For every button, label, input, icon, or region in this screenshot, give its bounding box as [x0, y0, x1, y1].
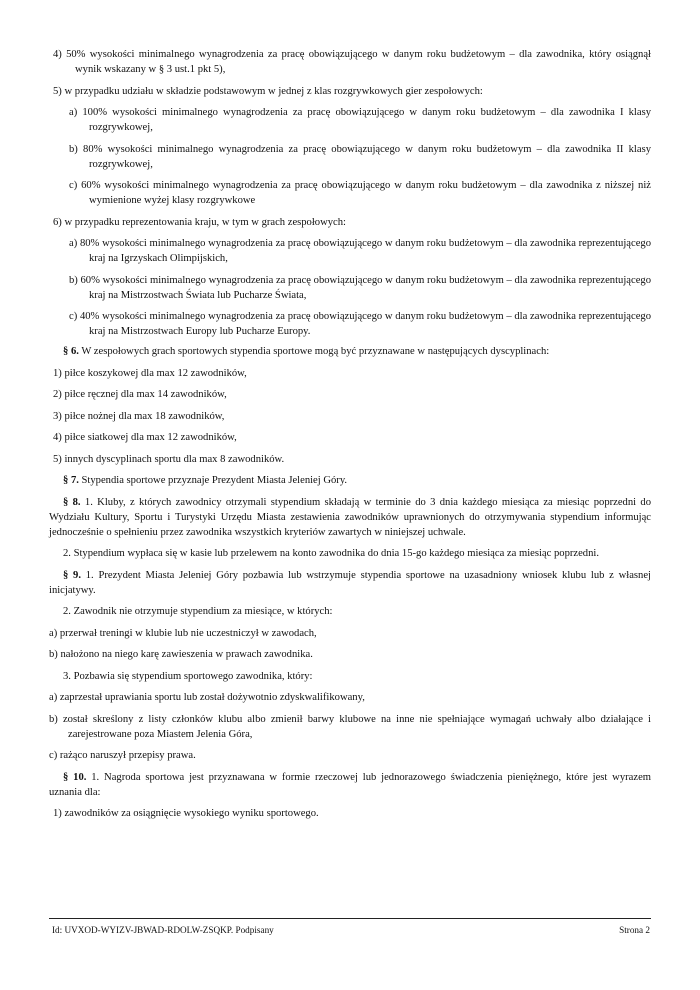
section-9: [49, 568, 651, 598]
section-text: 1. Kluby, z których zawodnicy otrzymali stypendium składają w terminie do 3 dnia każdego miesiąca za miesiąc poprzedni do Wydziału Kultury, Sportu i Turystyki Urzędu Miasta zestawienia zawodników uprawnionych do otrzymywania stypendium informując jednocześnie o spełnieniu przez zawodnika wszystkich kryteriów zawartych w niniejszej uchwale.: [49, 496, 652, 538]
section-10: [49, 770, 651, 800]
list-item: 5) w przypadku udziału w składzie podstawowym w jednej z klas rozgrywkowych gier zespołowych:: [53, 85, 483, 97]
paragraph: 3. Pozbawia się stypendium sportowego zawodnika, który:: [63, 670, 313, 682]
list-item: 1) piłce koszykowej dla max 12 zawodników,: [53, 367, 247, 379]
list-item: b) został skreślony z listy członków klubu albo zmienił barwy klubowe na inne nie spełniające wymagań uchwały albo działające i zarejestrowane poza Miastem Jelenia Góra,: [49, 713, 651, 740]
list-item: 1) zawodników za osiągnięcie wysokiego wyniku sportowego.: [53, 808, 319, 819]
list-item: 3) piłce nożnej dla max 18 zawodników,: [53, 410, 225, 422]
list-item: c) 60% wysokości minimalnego wynagrodzenia za pracę obowiązującego w danym roku budżetowym – dla zawodnika z niższej niż wymienione wyżej klasy rozgrywkowe: [69, 180, 651, 206]
section-mark: § 9.: [63, 569, 81, 581]
list-item: 4) 50% wysokości minimalnego wynagrodzenia za pracę obowiązującego w danym roku budżetowym – dla zawodnika, który osiągnął wynik wskazany w § 3 ust.1 pkt 5),: [53, 49, 651, 75]
paragraph: 2. Stypendium wypłaca się w kasie lub przelewem na konto zawodnika do dnia 15-go każdego miesiąca za miesiąc poprzedni.: [63, 548, 599, 559]
section-8: [49, 495, 651, 540]
list-item: 2) piłce ręcznej dla max 14 zawodników,: [53, 389, 227, 400]
section-mark: § 10.: [63, 771, 87, 783]
section-6: [49, 344, 651, 359]
list-item: b) 60% wysokości minimalnego wynagrodzenia za pracę obowiązującego w danym roku budżetowym – dla zawodnika reprezentującego kraj na Mistrzostwach Świata lub Pucharze Świata,: [69, 274, 651, 301]
list-item: c) rażąco naruszył przepisy prawa.: [49, 750, 196, 761]
section-text: Stypendia sportowe przyznaje Prezydent Miasta Jeleniej Góry.: [78, 475, 348, 486]
section-7: [49, 473, 651, 488]
list-item: c) 40% wysokości minimalnego wynagrodzenia za pracę obowiązującego w danym roku budżetowym – dla zawodnika reprezentującego kraj na Mistrzostwach Europy lub Pucharze Europy.: [69, 311, 651, 337]
section-mark: § 8.: [63, 496, 81, 508]
list-item: a) 80% wysokości minimalnego wynagrodzenia za pracę obowiązującego w danym roku budżetowym – dla zawodnika reprezentującego kraj na Igrzyskach Olimpijskich,: [69, 238, 651, 264]
list-item: a) przerwał treningi w klubie lub nie uczestniczył w zawodach,: [49, 627, 317, 639]
list-item: a) 100% wysokości minimalnego wynagrodzenia za pracę obowiązującego w danym roku budżetowym – dla zawodnika I klasy rozgrywkowej,: [69, 107, 651, 133]
list-item: b) nałożono na niego karę zawieszenia w prawach zawodnika.: [49, 649, 313, 660]
list-item: 5) innych dyscyplinach sportu dla max 8 zawodników.: [53, 453, 285, 465]
list-item: b) 80% wysokości minimalnego wynagrodzenia za pracę obowiązującego w danym roku budżetowym – dla zawodnika II klasy rozgrywkowej,: [69, 143, 651, 170]
section-text: 1. Nagroda sportowa jest przyznawana w formie rzeczowej lub jednorazowego świadczenia pieniężnego, które jest wyrazem uznania dla:: [49, 771, 652, 798]
document-id: Id: UVXOD-WYIZV-JBWAD-RDOLW-ZSQKP. Podpisany: [52, 925, 274, 935]
page-number: Strona 2: [619, 925, 650, 935]
list-item: 4) piłce siatkowej dla max 12 zawodników,: [53, 432, 237, 443]
list-item: 6) w przypadku reprezentowania kraju, w tym w grach zespołowych:: [53, 216, 346, 228]
section-mark: § 7.: [63, 475, 79, 486]
section-text: W zespołowych grach sportowych stypendia sportowe mogą być przyznawane w następujących dyscyplinach:: [78, 346, 550, 357]
section-mark: § 6.: [63, 346, 79, 357]
paragraph: 2. Zawodnik nie otrzymuje stypendium za miesiące, w których:: [63, 606, 333, 617]
section-text: 1. Prezydent Miasta Jeleniej Góry pozbawia lub wstrzymuje stypendia sportowe na uzasadniony wniosek klubu lub z własnej inicjatywy.: [49, 569, 651, 596]
footer-divider: [49, 918, 651, 919]
list-item: a) zaprzestał uprawiania sportu lub został dożywotnio zdyskwalifikowany,: [49, 692, 365, 703]
document-body: [49, 47, 651, 828]
